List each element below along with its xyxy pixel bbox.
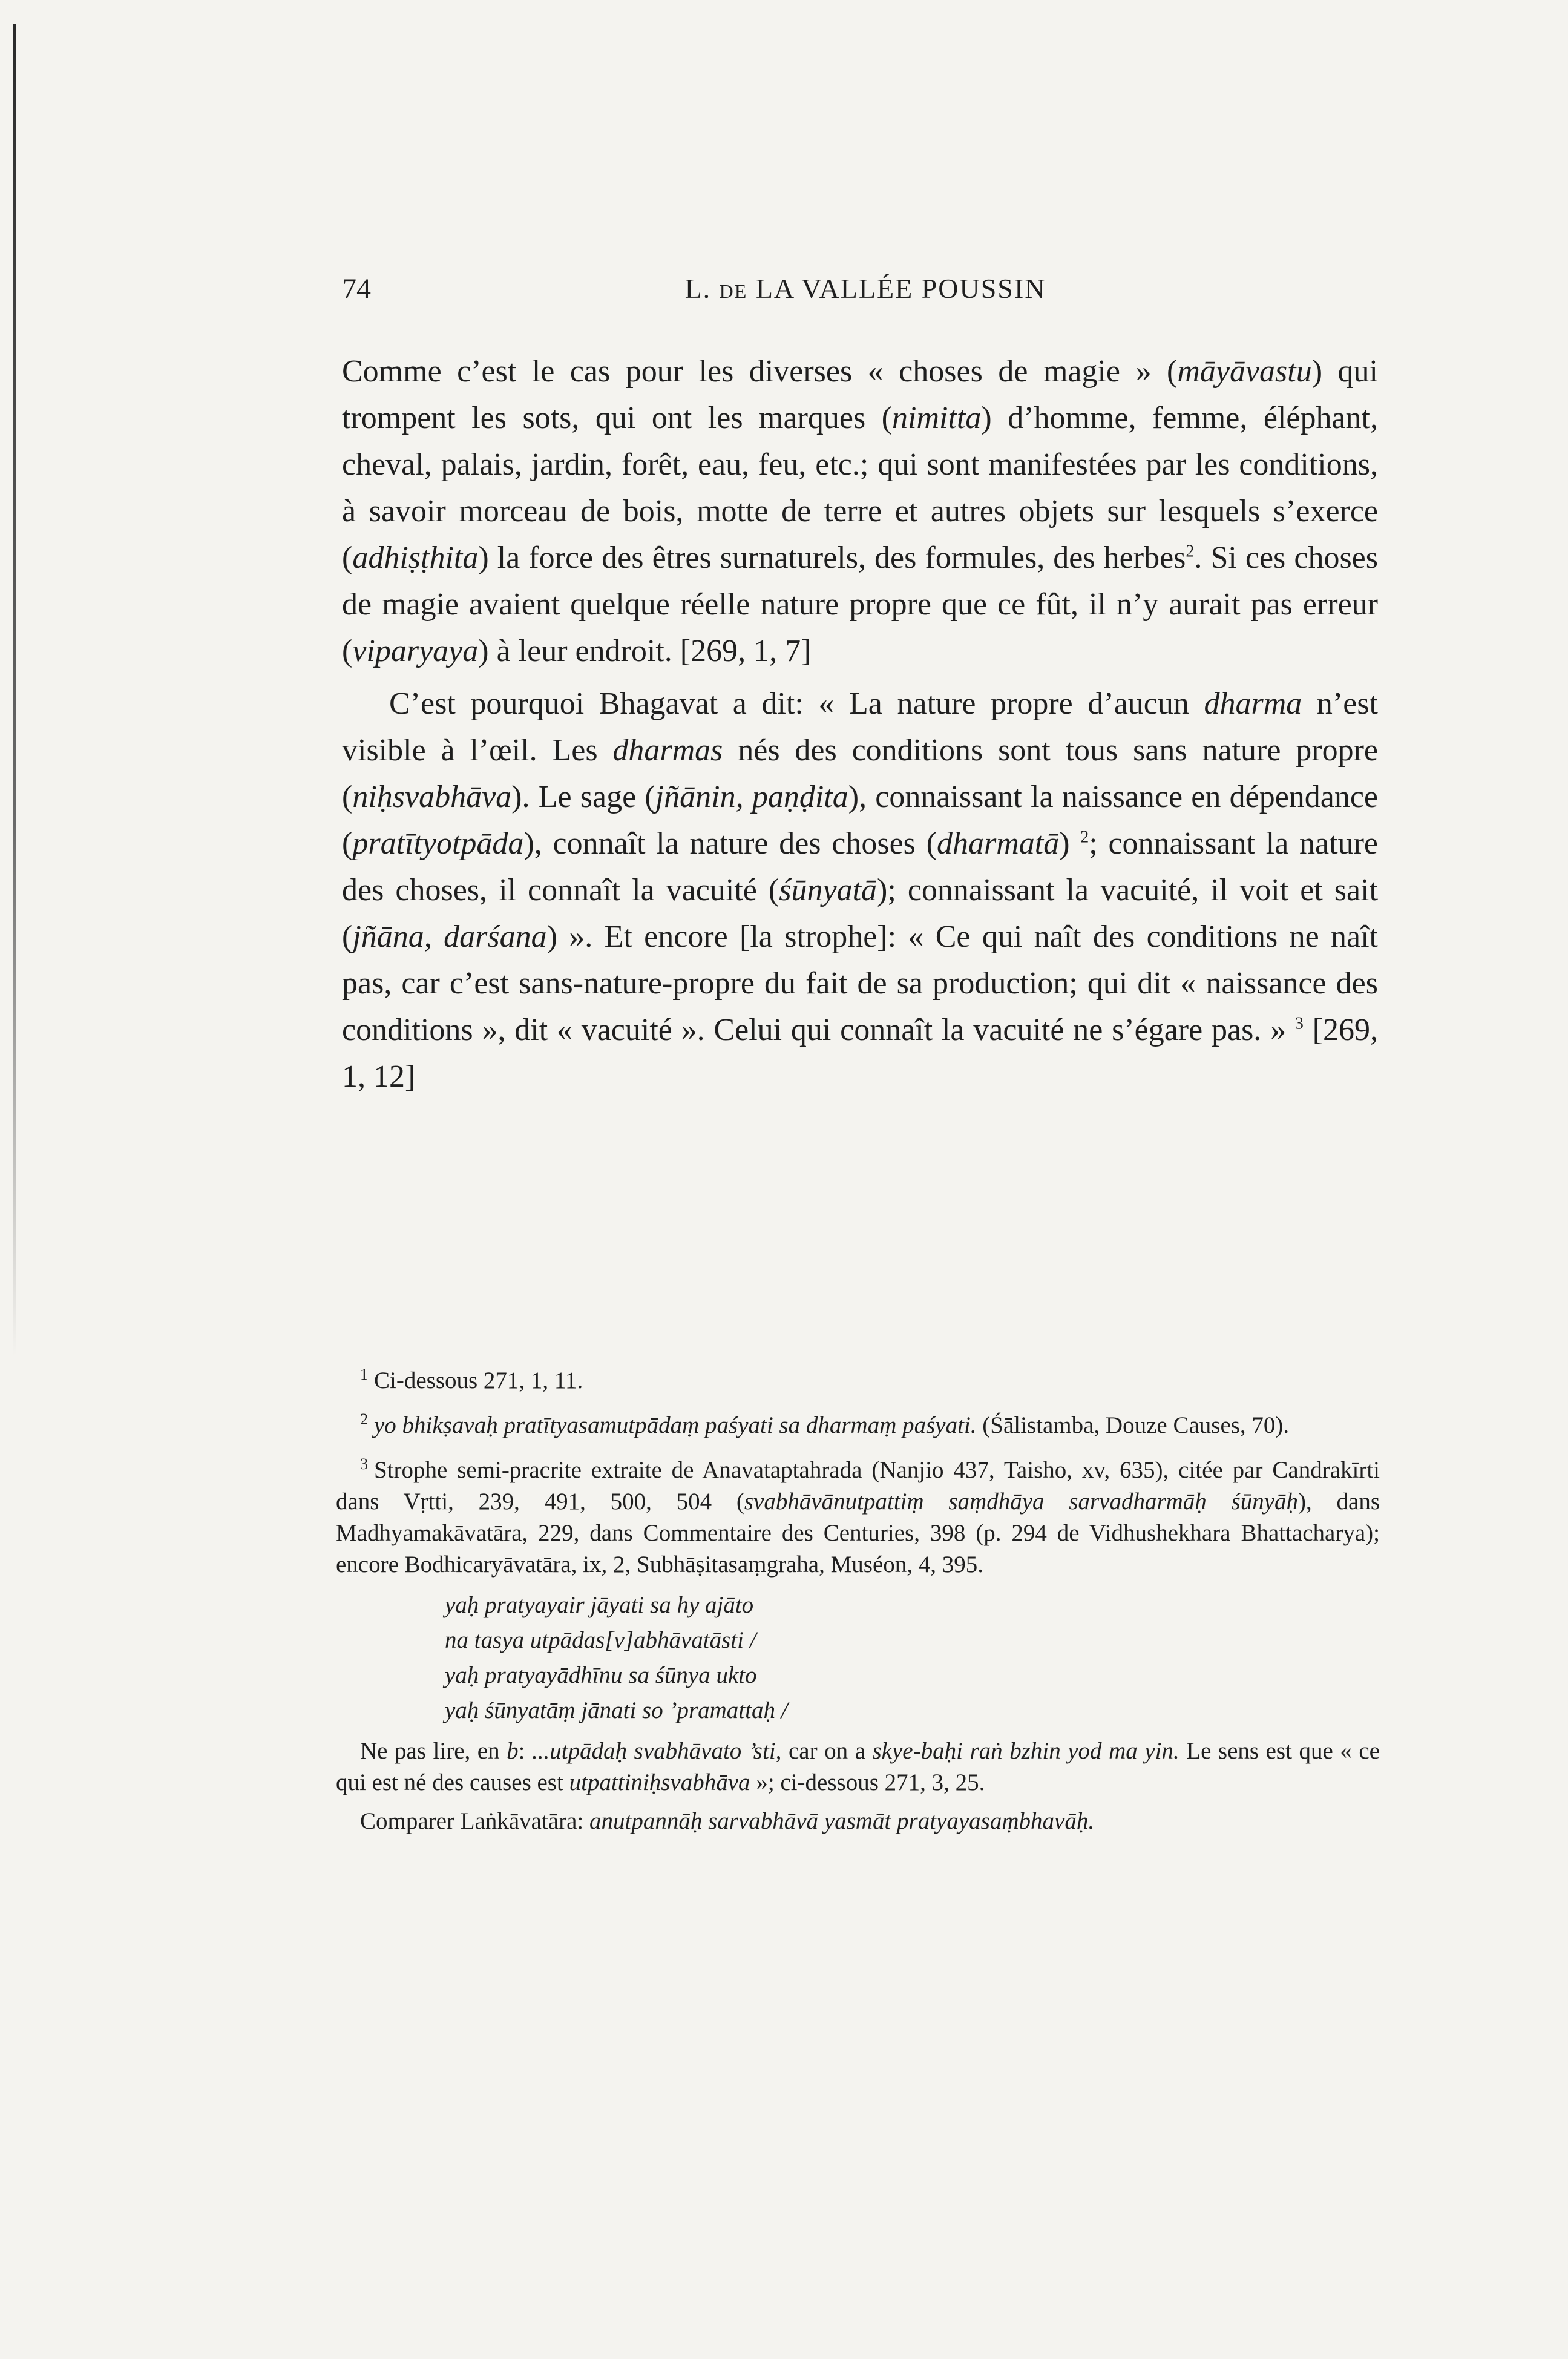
italic-term: svabhāvānutpattiṃ saṃdhāya sarvadharmāḥ śūnyāḥ (744, 1489, 1299, 1515)
text-run: Comparer Laṅkāvatāra: (360, 1808, 589, 1834)
text-run: : (518, 1738, 533, 1764)
text-run: (Śālistamba, Douze Causes, 70). (976, 1412, 1290, 1438)
text-run: ; connaissant la nature des choses, il connaît la vacuité ( (342, 826, 1378, 907)
text-run: [269, 1, 12] (342, 1013, 1378, 1094)
text-run: ), connaissant la naissance en dépendance ( (342, 780, 1379, 861)
text-run: ) d’homme, femme, éléphant, cheval, palais, jardin, forêt, eau, feu, etc.; qui sont manifestées par les conditions, à savoir morceau de bois, motte de terre et autres objets sur lesquels s’exerce ( (342, 401, 1378, 575)
verse-line: yaḥ pratyayair jāyati sa hy ajāto (445, 1592, 754, 1618)
text-run: ), connaît la nature des choses ( (523, 826, 937, 861)
text-run: Le sens est que « ce qui est né des causes est (336, 1738, 1380, 1795)
verse-line: na tasya utpādas[v]abhāvatāsti / (445, 1627, 756, 1653)
running-head (342, 272, 1389, 304)
verse-line: yaḥ pratyayādhīnu sa śūnya ukto (445, 1662, 757, 1688)
italic-term: skye-baḥi raṅ bzhin yod ma yin. (872, 1738, 1179, 1764)
footnote-3 (336, 1449, 1380, 1581)
footnote-ref: 2 (1186, 542, 1195, 561)
footnote-number: 1 (360, 1366, 368, 1383)
text-run: ) (1059, 826, 1081, 861)
italic-term: ...utpādaḥ svabhāvato ’sti, (532, 1738, 782, 1764)
text-run: car on a (781, 1738, 873, 1764)
verse-block (445, 1588, 1380, 1728)
text-run: ); connaissant la vacuité, il voit et sait ( (342, 873, 1378, 954)
italic-term: śūnyatā (779, 873, 877, 907)
text-run: ), dans Madhyamakāvatāra, 229, dans Commentaire des Centuries, 398 (p. 294 de Vidhushekhara Bhattacharya); encore Bodhicaryāvatāra, ix, 2, Subhāṣitasaṃgraha, Muséon, 4, 395. (336, 1489, 1380, 1578)
text-run: n’est visible à l’œil. Les (342, 686, 1378, 768)
footnote-1 (336, 1359, 1380, 1397)
paragraph (342, 680, 1378, 1100)
text-run: Ci-dessous 271, 1, 11. (374, 1367, 583, 1393)
verse-line: yaḥ śūnyatāṃ jānati so ’pramattaḥ / (445, 1697, 788, 1723)
footnote-ref: 3 (1294, 1014, 1304, 1033)
page-number: 74 (342, 273, 371, 305)
italic-term: viparyaya (352, 634, 479, 668)
paragraph (342, 348, 1378, 674)
footnote-ref: 2 (1080, 827, 1089, 847)
footnote-3-compare (336, 1806, 1380, 1837)
italic-term: dharma (1204, 686, 1302, 721)
italic-term: niḥsvabhāva (352, 780, 512, 814)
text-run: . Si ces choses de magie avaient quelque réelle nature propre que ce fût, il n’y aurait pas erreur ( (342, 541, 1378, 668)
italic-term: pratītyotpāda (352, 826, 524, 861)
page-header (342, 272, 1389, 315)
text-run: ) qui trompent les sots, qui ont les marques ( (342, 354, 1378, 435)
text-run: C’est pourquoi Bhagavat a dit: « La nature propre d’aucun (389, 686, 1204, 721)
text-run: ) ». Et encore [la strophe]: « Ce qui naît des conditions ne naît pas, car c’est sans-nature-propre du fait de sa production; qui dit « naissance des conditions », dit « vacuité ». Celui qui connaît la vacuité ne s’égare pas. » (342, 920, 1378, 1047)
footnotes (336, 1359, 1380, 1844)
text-run: Strophe semi-pracrite extraite de Anavataptahrada (Nanjio 437, Taisho, xv, 635), citée par Candrakīrti dans Vṛtti, 239, 491, 500, 504 ( (336, 1457, 1380, 1515)
italic-term: dharmatā (936, 826, 1060, 861)
text-run: ) à leur endroit. [269, 1, 7] (478, 634, 812, 668)
italic-term: jñānin, paṇḍita (655, 780, 848, 814)
italic-term: b (507, 1738, 519, 1764)
italic-term: jñāna, darśana (352, 920, 547, 954)
author-initial: L. (684, 273, 712, 304)
italic-term: dharmas (612, 733, 723, 768)
author-name: LA VALLÉE POUSSIN (755, 273, 1046, 304)
footnote-number: 2 (360, 1410, 368, 1428)
footnote-3-continued (336, 1736, 1380, 1798)
text-run: nés des conditions sont tous sans nature propre ( (342, 733, 1378, 814)
author-particle: de (719, 273, 748, 304)
italic-term: utpattiniḥsvabhāva (569, 1769, 750, 1795)
text-run: »; ci-dessous 271, 3, 25. (750, 1769, 985, 1795)
italic-term: anutpannāḥ sarvabhāvā yasmāt pratyayasaṃbhavāḥ. (589, 1808, 1095, 1834)
footnote-number: 3 (360, 1455, 368, 1473)
italic-term: māyāvastu (1177, 354, 1312, 389)
text-run: Comme c’est le cas pour les diverses « choses de magie » ( (342, 354, 1178, 389)
text-run: Ne pas lire, en (360, 1738, 507, 1764)
text-run: ). Le sage ( (511, 780, 655, 814)
italic-term: adhiṣṭhita (352, 541, 479, 575)
italic-term: yo bhikṣavaḥ pratītyasamutpādaṃ paśyati sa dharmaṃ paśyati. (374, 1412, 977, 1438)
scan-edge (13, 24, 16, 1356)
main-text (342, 348, 1378, 1100)
footnote-2 (336, 1404, 1380, 1441)
italic-term: nimitta (892, 401, 982, 435)
text-run: ) la force des êtres surnaturels, des formules, des herbes (478, 541, 1186, 575)
